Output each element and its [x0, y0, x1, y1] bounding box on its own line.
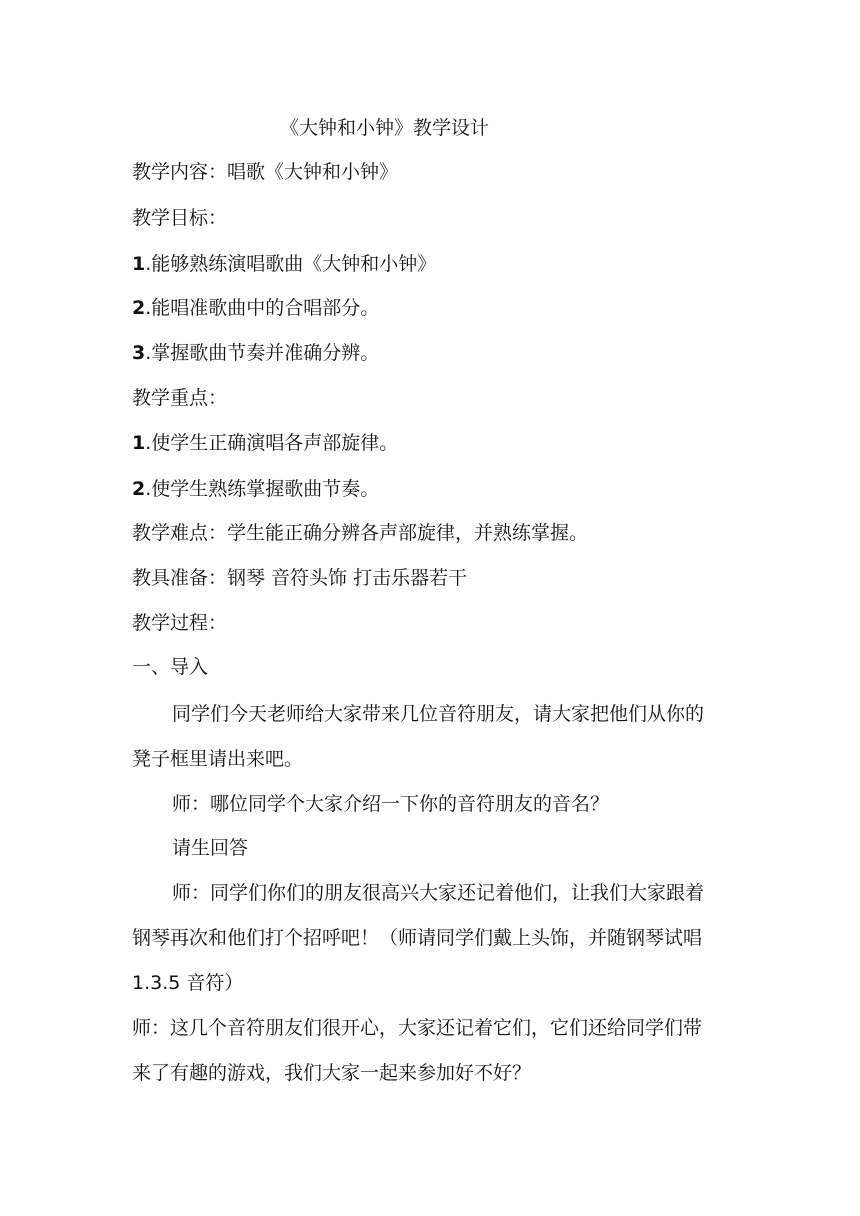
key-point-number: 1	[132, 432, 146, 454]
paragraph-1-line-1: 同学们今天老师给大家带来几位音符朋友，请大家把他们从你的	[172, 703, 705, 725]
goal-number: 1	[132, 253, 146, 275]
teaching-tools: 教具准备：钢琴 音符头饰 打击乐器若干	[132, 567, 468, 589]
document-title: 《大钟和小钟》教学设计	[280, 117, 490, 139]
key-point-text: .使学生熟练掌握歌曲节奏。	[145, 478, 380, 500]
goal-text: .能够熟练演唱歌曲《大钟和小钟》	[145, 253, 437, 275]
paragraph-4-line-2: 钢琴再次和他们打个招呼吧！（师请同学们戴上头饰，并随钢琴试唱	[132, 927, 703, 949]
section-heading-intro: 一、导入	[132, 656, 209, 678]
paragraph-4-line-3: 1.3.5 音符）	[132, 972, 244, 994]
key-point-text: .使学生正确演唱各声部旋律。	[145, 432, 399, 454]
goal-item-1	[132, 252, 436, 276]
paragraph-1-line-2: 凳子框里请出来吧。	[132, 748, 304, 770]
goal-text: .能唱准歌曲中的合唱部分。	[145, 297, 380, 319]
goal-item-2	[132, 296, 379, 320]
key-point-item-1	[132, 431, 398, 455]
teaching-difficulty: 教学难点：学生能正确分辨各声部旋律，并熟练掌握。	[132, 522, 589, 544]
teaching-content: 教学内容：唱歌《大钟和小钟》	[132, 161, 399, 183]
process-heading: 教学过程：	[132, 612, 228, 634]
goal-number: 2	[132, 297, 146, 319]
goal-number: 3	[132, 342, 146, 364]
goal-text: .掌握歌曲节奏并准确分辨。	[145, 342, 380, 364]
goal-item-3	[132, 341, 379, 365]
paragraph-4-line-1: 师：同学们你们的朋友很高兴大家还记着他们，让我们大家跟着	[172, 882, 705, 904]
key-point-item-2	[132, 477, 379, 501]
paragraph-2: 师：哪位同学个大家介绍一下你的音符朋友的音名？	[172, 793, 610, 815]
paragraph-5-line-2: 来了有趣的游戏，我们大家一起来参加好不好？	[132, 1062, 532, 1084]
goals-heading: 教学目标：	[132, 207, 228, 229]
paragraph-5-line-1: 师：这几个音符朋友们很开心，大家还记着它们，它们还给同学们带	[132, 1017, 703, 1039]
paragraph-3: 请生回答	[172, 837, 249, 859]
key-point-number: 2	[132, 478, 146, 500]
key-points-heading: 教学重点：	[132, 387, 228, 409]
